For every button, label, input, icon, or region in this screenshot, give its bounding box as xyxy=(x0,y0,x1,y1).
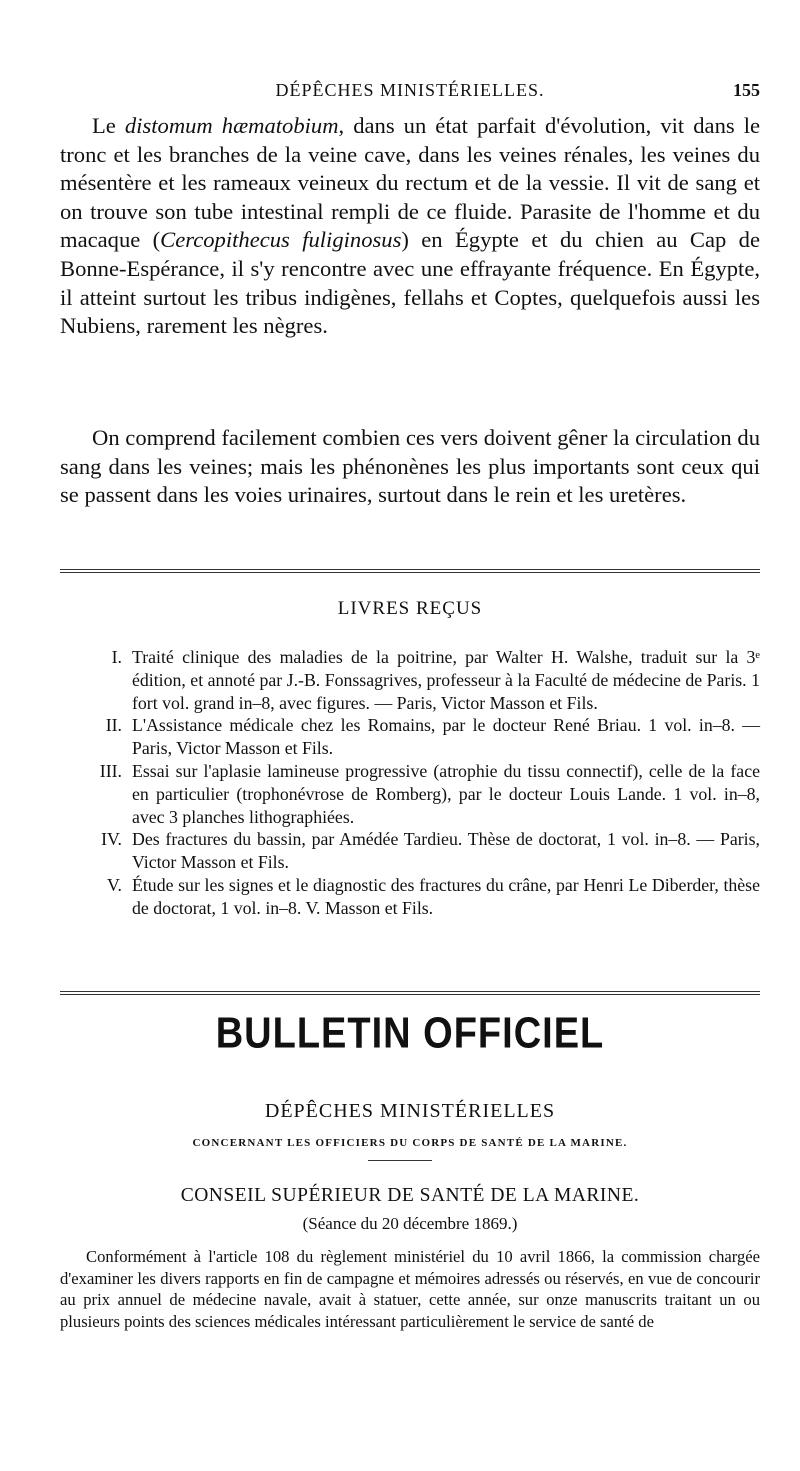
book-number: I. xyxy=(111,647,122,667)
book-entry xyxy=(70,714,760,760)
p1-text-middle: , dans un état parfait d'évolution, vit dans le tronc et les branches de la veine cave, dans les veines rénales, les veines du mésentère et les rameaux veineux du rectum et de la vessie. Il vit de sang et on trouve son tube intestinal rempli de ce fluide. Parasite de l'homme et du macaque ( xyxy=(60,113,760,253)
bulletin-title: BULLETIN OFFICIEL xyxy=(215,1009,605,1059)
book-entry xyxy=(70,828,760,874)
section-divider xyxy=(60,569,760,573)
species-distomum: distomum hæmatobium xyxy=(124,113,339,138)
p1-text-start: Le xyxy=(92,113,125,138)
book-entry xyxy=(70,874,760,920)
seance-date: (Séance du 20 décembre 1869.) xyxy=(302,1214,518,1233)
books-heading: LIVRES REÇUS xyxy=(337,598,483,619)
book-text: Traité clinique des maladies de la poitrine, par Walter H. Walshe, traduit sur la 3ᵉ édition, et annoté par J.-B. Fonssagrives, professeur à la Faculté de médecine de Paris. 1 fort vol. grand in–8, avec figures. — Paris, Victor Masson et Fils. xyxy=(132,647,760,713)
book-number: V. xyxy=(107,874,122,895)
section-divider xyxy=(60,991,760,995)
running-title: DÉPÊCHES MINISTÉRIELLES. xyxy=(275,80,545,100)
short-divider xyxy=(368,1160,432,1161)
paragraph-distomum xyxy=(60,112,760,341)
paragraph-conseil xyxy=(60,1246,760,1332)
book-text: Essai sur l'aplasie lamineuse progressive (atrophie du tissu connectif), celle de la face en particulier (trophonévrose de Romberg), par le docteur Louis Lande. 1 vol. in–8, avec 3 planches lithographiées. xyxy=(132,760,760,827)
section-subtitle: CONCERNANT LES OFFICIERS DU CORPS DE SANTÉ DE LA MARINE. xyxy=(192,1137,628,1149)
book-entry xyxy=(70,646,760,714)
book-text: Étude sur les signes et le diagnostic des fractures du crâne, par Henri Le Diberder, thèse de doctorat, 1 vol. in–8. V. Masson et Fils. xyxy=(132,874,760,918)
p1-text-end: ) en Égypte et du chien au Cap de Bonne-Espérance, il s'y rencontre avec une effrayante fréquence. En Égypte, il atteint surtout les tribus indigènes, fellahs et Coptes, quelquefois aussi les Nubiens, rarement les nègres. xyxy=(60,227,761,339)
book-number: II. xyxy=(105,715,122,736)
section-heading: DÉPÊCHES MINISTÉRIELLES xyxy=(264,1100,556,1122)
conseil-text: Conformément à l'article 108 du règlement ministériel du 10 avril 1866, la commission chargée d'examiner les divers rapports en fin de campagne et mémoires adressés ou réservés, en vue de concourir au prix annuel de médecine navale, avait à statuer, cette année, sur onze manuscrits traitant un ou plusieurs points des sciences médicales intéressant particulièrement le service de santé de xyxy=(60,1247,760,1331)
book-number: IV. xyxy=(101,829,122,850)
book-text: L'Assistance médicale chez les Romains, par le docteur René Briau. 1 vol. in–8. — Paris, Victor Masson et Fils. xyxy=(132,715,760,759)
books-list xyxy=(70,646,760,920)
conseil-heading: CONSEIL SUPÉRIEUR DE SANTÉ DE LA MARINE. xyxy=(180,1185,640,1206)
page-number: 155 xyxy=(733,80,760,100)
book-text: Des fractures du bassin, par Amédée Tardieu. Thèse de doctorat, 1 vol. in–8. — Paris, Victor Masson et Fils. xyxy=(132,829,760,873)
p2-text: On comprend facilement combien ces vers doivent gêner la circulation du sang dans les veines; mais les phénonènes les plus importants sont ceux qui se passent dans les voies urinaires, surtout dans le rein et les uretères. xyxy=(60,425,760,508)
species-cercopithecus: Cercopithecus fuliginosus xyxy=(160,227,402,253)
running-head xyxy=(60,80,760,104)
book-number: III. xyxy=(99,760,122,781)
paragraph-circulation xyxy=(60,424,760,510)
book-entry xyxy=(70,760,760,828)
